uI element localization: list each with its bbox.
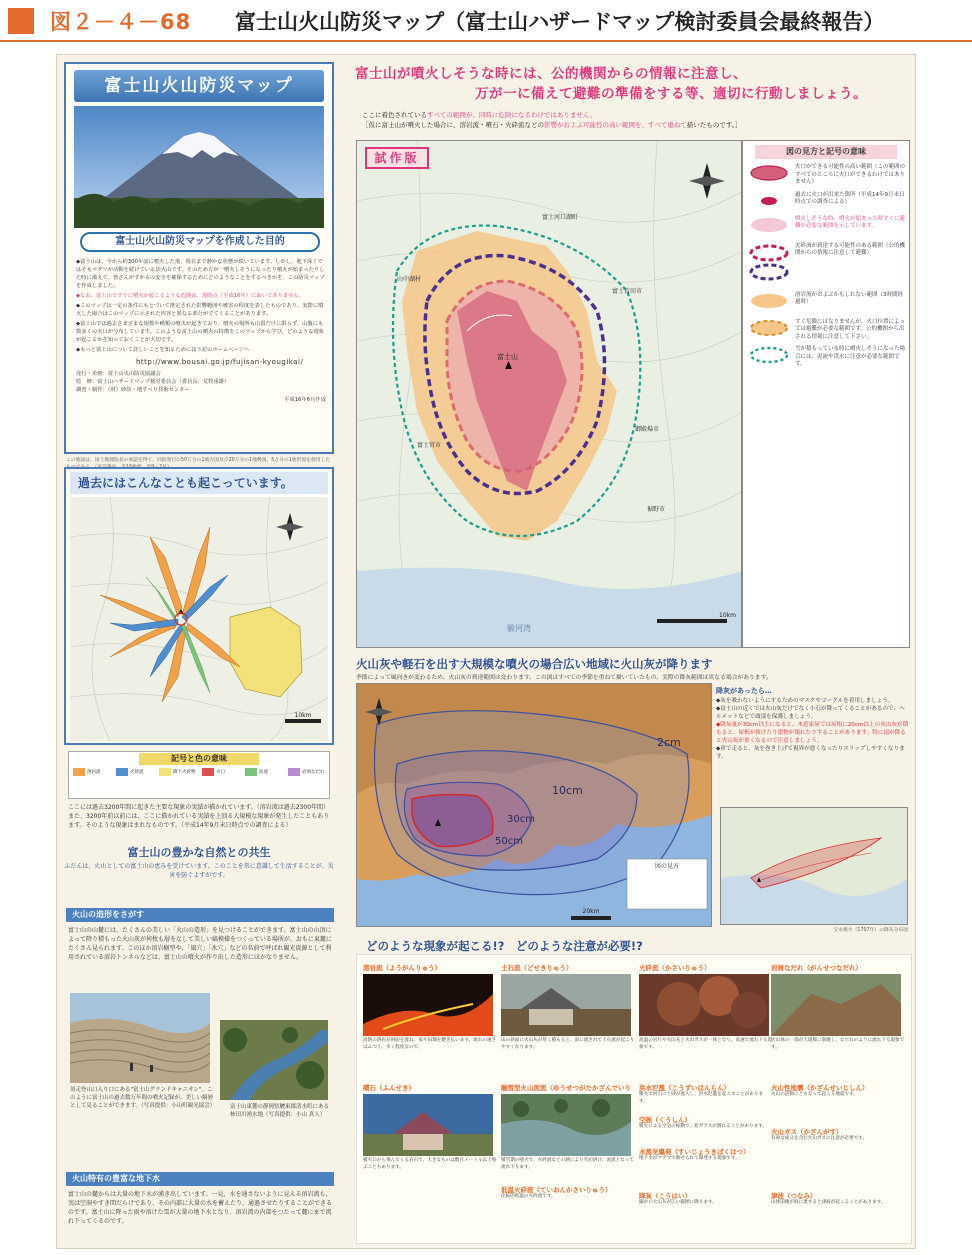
legend-label: 泥流 xyxy=(259,769,268,775)
label-fujisan: 富士山 xyxy=(497,353,518,361)
cover-title: 富士山火山防災マップ xyxy=(74,70,324,102)
hazard-map xyxy=(356,140,742,648)
card-volcanic-gas: 火山ガス（かざんがす） 有毒な成分を含む火山ガスに注意が必要です。 xyxy=(771,1128,868,1141)
card-ballistic: 噴石（ふんせき） 噴火口から飛んでくる岩石で、大きなものは数百メートル以上飛ぶこともあります。 xyxy=(363,1084,497,1170)
legend-row-lava-flow: 溶岩流がおよぶかもしれない範囲（3時間経過時） xyxy=(747,292,905,314)
evacuation-warning xyxy=(355,64,910,104)
credit-2: 監 修：富士山ハザードマップ検討委員会（委員長：荒牧重雄） xyxy=(76,379,230,385)
card-air-shock: 空振（くうしん） 噴火による空気の振動で、窓ガラスが割れることがあります。 xyxy=(639,1116,768,1129)
card-debris-flow: 土石流（どせきりゅう） 山の斜面に火山灰が厚く積もると、雨に流されて土石流が起こりやすくなります。 xyxy=(501,964,635,1050)
ash-legend-title: 図の見方 xyxy=(654,863,680,870)
section-groundwater-text: 富士山の麓からは大量の地下水が湧き出しています。一見、水を通さないように見える溶岩流も、実は空洞やすき間だらけであり、その内部に大量の水を蓄えたり、通過させたりすることができるのです。富士山に降った雨や溶けた雪が大量の地下水となり、溶岩流の内部をつたって麓にまで流れ下ってくるのです。 xyxy=(68,1191,333,1225)
note-1a: ここに着色されている xyxy=(362,111,427,119)
lahar-photo xyxy=(501,1094,631,1156)
legend-swatch xyxy=(73,768,85,776)
debris-avalanche-photo xyxy=(771,974,901,1036)
warning-line-2: 万が一に備えて避難の準備をする等、適切に行動しましょう。 xyxy=(475,86,867,102)
ashfall-title: 火山灰や軽石を出す大規模な噴火の場合広い地域に火山灰が降ります xyxy=(356,657,713,671)
history-caption: ここには過去3200年間に起きた主要な現象の実績が描かれています。（溶岩流は過去2300年間）また、3200年前以前には、ここに描かれている実績を上回る大規模な現象が発生したこともあります。そのような現象はまれなものです。（平成14年9月末日時点での調査による） xyxy=(68,804,330,829)
label-kawaguchiko: 富士河口湖町 xyxy=(542,214,579,221)
header-rule xyxy=(0,40,972,42)
legend-row-snow-mudflow: 雪が積もっている時に噴火しそうになった場合には、泥流や洪水に注意が必要な範囲です。 xyxy=(747,346,905,369)
ashfall-advice-3: ◆降灰量が30cm以上になると、木造家屋では屋根に20cm以上の火山灰が積もると、屋根が抜けたり建物が壊れたりすることがあります。特に雨が降ると火山灰が重くなるので注意しましょう。 xyxy=(716,722,909,744)
hoei-ashfall-map xyxy=(720,807,908,925)
purpose-heading: 富士山火山防災マップを作成した目的 xyxy=(80,232,320,252)
card-volcanic-earthquake: 火山性地震（かざんせいじしん） 火山の活動にともなって起こる地震です。 xyxy=(771,1084,869,1097)
history-panel xyxy=(64,467,334,745)
card-tsunami: 津波（つなみ） 山体崩壊が海に達すると津波が起こることがあります。 xyxy=(771,1192,886,1205)
note-2a: ［仮に富士山が噴火した場合に、溶岩流・噴石・火砕流などの xyxy=(362,121,544,129)
legend-panel-title: 図の見方と記号の意味 xyxy=(755,145,897,159)
coloring-note xyxy=(352,108,914,140)
warning-line-1: 富士山が噴火しそうな時には、公的機関からの情報に注意し、 xyxy=(355,66,747,82)
mount-fuji-photo xyxy=(74,106,324,228)
ashfall-advice-title: 降灰があったら… xyxy=(716,687,772,695)
legend-label: 降下火砕物 xyxy=(173,769,196,775)
label-fujiyoshida: 富士吉田市 xyxy=(612,288,643,295)
history-map xyxy=(70,497,328,741)
legend-label: 火砕流 xyxy=(130,769,144,775)
note-2c: 描いたものです。］ xyxy=(686,121,742,129)
legend-row-evacuation: 噴火しそうな時、噴火が始まった時すぐに避難が必要な範囲を示しています。 xyxy=(747,216,905,238)
legend-swatch xyxy=(245,768,257,776)
purpose-para-3: ◆このマップは一定の条件にもとづいて推定された影響範囲や被害の程度を表したものであり、実際に噴火した場合はこのマップに示された内容と異なる部分がでてくることがあります。 xyxy=(76,303,324,317)
ashfall-advice-4: ◆車で走ると、灰を巻き上げて視界が悪くなったりスリップしやすくなります。 xyxy=(716,746,905,760)
figure-marker-square xyxy=(8,8,34,34)
history-legend-item xyxy=(159,768,198,776)
credit-1: 発行・企画：富士山火山防災協議会 xyxy=(76,371,161,377)
history-legend-item xyxy=(116,768,155,776)
ballistic-photo xyxy=(363,1094,493,1156)
card-lahar: 融雪型火山泥流（ゆうせつがたかざんでいり 積雪期の噴火で、火砕流などの熱により雪が溶け、泥流となって流れ下ります。 xyxy=(501,1084,634,1170)
section-groundwater: 火山特有の豊富な地下水 xyxy=(66,1172,334,1186)
ashfall-advice-1: ◆灰を吸わないようにするためのマスクやゴーグルを着用しましょう。 xyxy=(716,698,894,704)
card-phreatic: 水蒸気爆発（すいじょうきばくはつ） 地下水がマグマで熱せられて爆発する現象です。 xyxy=(639,1148,750,1161)
figure-title: 富士山火山防災マップ（富士山ハザードマップ検討委員会最終報告） xyxy=(235,10,885,34)
legend-swatch xyxy=(288,768,300,776)
figure-number: 図２－４－68 xyxy=(50,10,192,34)
history-legend-item xyxy=(202,768,241,776)
legend-row-past-vents: 過去に火口が出来た箇所（平成14年9月末日時点での調査による） xyxy=(747,192,905,211)
card-lava-flow: 溶岩流（ようがんりゅう） 高熱の溶岩が斜面を流れ、家や田畑を焼き払います。流れの速さはふつう、歩く程度なので、 xyxy=(363,964,497,1050)
legend-row-pyroclastic: 火砕流が到達する可能性のある範囲（公的機関からの情報に注意して避難） xyxy=(747,243,905,287)
history-title: 過去にはこんなことも起こっています。 xyxy=(70,472,328,494)
purpose-para-5: ◆もっと富士山について詳しいことを知るためには下記のホームページへ xyxy=(76,347,250,353)
ashfall-subtitle: 季節によって風向きが変わるため、火山灰の到達範囲は変わります。この図はすべての季節を重ねて描いていたもの、実際の降灰範囲は異なる場合があります。 xyxy=(356,675,772,681)
trial-version-stamp: 試作版 xyxy=(365,147,429,169)
debris-flow-photo xyxy=(501,974,631,1036)
card-low-temp-flow: 低温火砕流（ていおんかさいりゅう） 比較的低温の火砕流です。 xyxy=(501,1186,612,1199)
label-susono: 裾野市 xyxy=(647,506,666,513)
grand-canyon-caption: 須走登山口入り口にある"富士山グランドキャニオン"。このように富士山の過去数万年間の噴火記録が、美しい縞層として見ることができます。（写真提供：小山町観光協会） xyxy=(70,1087,216,1109)
history-legend-item xyxy=(245,768,284,776)
grand-canyon-photo xyxy=(70,993,210,1083)
phenomena-title: どのような現象が起こる!? どのような注意が必要!? xyxy=(366,939,643,953)
nature-title: 富士山の豊かな自然との共生 xyxy=(127,846,271,859)
kakitagawa-caption: 富士山東麓の静岡県駿東郡清水町にある柿田川湧水地（写真提供：小山 真人） xyxy=(230,1104,330,1118)
credit-3: 調査・制作：（財）砂防・地すべり技術センター xyxy=(76,387,190,393)
kakitagawa-spring-photo xyxy=(220,1020,328,1100)
label-fujinomiya: 富士宮市 xyxy=(417,442,442,449)
contour-50cm: 50cm xyxy=(495,836,523,847)
map-approval-footnote: この地図は、国土地理院長の承認を得て、同院発行の50万分の1地方図及び20万分の1地勢図、5万分の1地形図を使用した xyxy=(66,458,331,463)
hoei-caption: 宝永噴火（1707年）の降灰分布図 xyxy=(833,928,908,933)
legend-label: 火口 xyxy=(216,769,225,775)
note-1b: すべての範囲が、同時に危険になるわけではありません。 xyxy=(427,111,597,119)
card-debris-avalanche: 岩屑なだれ（がんせつなだれ） 火山体の一部が大規模に崩壊し、なだれのように流れ下る現象です。 xyxy=(771,964,905,1050)
lava-flow-photo xyxy=(363,974,493,1036)
website-url[interactable]: http://www.bousai.go.jp/fujisan-kyougikai/ xyxy=(136,358,304,366)
publication-date: 平成16年6月作成 xyxy=(284,397,326,403)
legend-swatch xyxy=(116,768,128,776)
note-2b: 影響がおよぶ可能性の高い範囲を、すべて重ねて xyxy=(544,121,687,129)
phenomena-panel xyxy=(356,954,912,1244)
map-scale: 10km xyxy=(719,612,736,619)
card-pyroclastic-flow: 火砕流（かさいりゅう） 高温の岩片や火山灰と火山ガスが一体となり、高速で流れ下る現象です。 xyxy=(639,964,773,1050)
contour-30cm: 30cm xyxy=(507,814,535,825)
legend-swatch xyxy=(202,768,214,776)
ashfall-map xyxy=(356,683,712,927)
nature-subtitle: ふだんは、火山としての富士山の恵みを受けています。このことを常に意識して生活することが、災害を防ぐよすがです。 xyxy=(64,863,334,879)
map-legend-panel xyxy=(742,140,910,648)
section-volcanic-landforms-text: 富士山の山麓には、たくさんの美しい「火山の造形」を見つけることができます。富士山の山頂によって降り積もった火山灰が何枚も層をなして美しい縞模様をつくっている場所が、おもに東麓にたくさん見られます。このほか溶岩樹型や、「風穴」「氷穴」などの名前で呼ばれ観光資源として利用されている溶岩トンネルなどは、富士山の噴火が作り出した造形にほかなりません。 xyxy=(68,927,332,961)
legend-label: 溶岩流 xyxy=(87,769,101,775)
purpose-para-4: ◆富士山では過去さまざまな規模や種類の噴火が起きており、噴火の場所も山頂だけに限らず、山腹にも数多くの火口が分布しています。このような富士山の噴火の特徴をこのマップから学び、どのような現象が起こるかを知っておくことが大切です。 xyxy=(76,321,325,343)
figure-header xyxy=(0,0,972,46)
purpose-para-1: ◆富士山は、今から約300年前に噴火した後、現在まで静かな状態が続いています。しかし、地下深くではそもマグマが活動を続けている活火山です。そのため万が一噴火しそうになったり噴火が始まったりした時に備えて、皆さんがすからの安全を確保するためにどのようなことをするべきかを、この防災マップを作成しました。 xyxy=(76,259,325,289)
label-gotemba: 御殿場市 xyxy=(635,426,660,433)
history-legend-items xyxy=(73,768,327,776)
legend-label: 岩屑なだれ xyxy=(302,769,325,775)
history-legend-item xyxy=(73,768,112,776)
contour-10cm: 10cm xyxy=(552,784,583,797)
card-flood: 洪水氾濫（こうずいはんらん） 噴火で河川に土砂が流入し、洪水氾濫を起こすことがあります。 xyxy=(639,1084,764,1104)
history-legend-item xyxy=(288,768,327,776)
ashfall-advice-2: ◆富士山の近くでは火山灰だけでなく小石が降ってくることがあるので、ヘルメットなどで頭部を保護しましょう。 xyxy=(716,706,905,720)
legend-row-caution: すぐ危険にはなりませんが、火口位置によっては避難が必要な範囲です。公的機関から出される情報に注意して下さい。 xyxy=(747,319,905,342)
contour-2cm: 2cm xyxy=(657,736,681,749)
purpose-para-2: ◆なお、富士山ですぐに噴火が起こるような危険は、現時点（平成16年）においてありません。 xyxy=(76,293,305,299)
history-legend-title: 記号と色の意味 xyxy=(139,753,259,765)
svg-text:10km: 10km xyxy=(294,712,312,719)
card-ashfall: 降灰（こうはい） 細かい火山灰が広い範囲に降ります。 xyxy=(639,1192,717,1205)
legend-swatch xyxy=(159,768,171,776)
cover-panel xyxy=(64,62,334,454)
label-sea: 駿河湾 xyxy=(507,624,531,633)
pyroclastic-flow-photo xyxy=(639,974,769,1036)
label-yamanakako: 山中湖村 xyxy=(397,276,422,283)
section-volcanic-landforms: 火山の造形をさがす xyxy=(66,908,334,922)
legend-row-vent-area: 火口ができる可能性の高い範囲（この範囲のすべてのところに火口ができるわけではありません） xyxy=(747,164,905,187)
history-legend xyxy=(68,751,330,799)
ash-scale: 20km xyxy=(582,908,600,915)
purpose-text xyxy=(76,258,326,404)
